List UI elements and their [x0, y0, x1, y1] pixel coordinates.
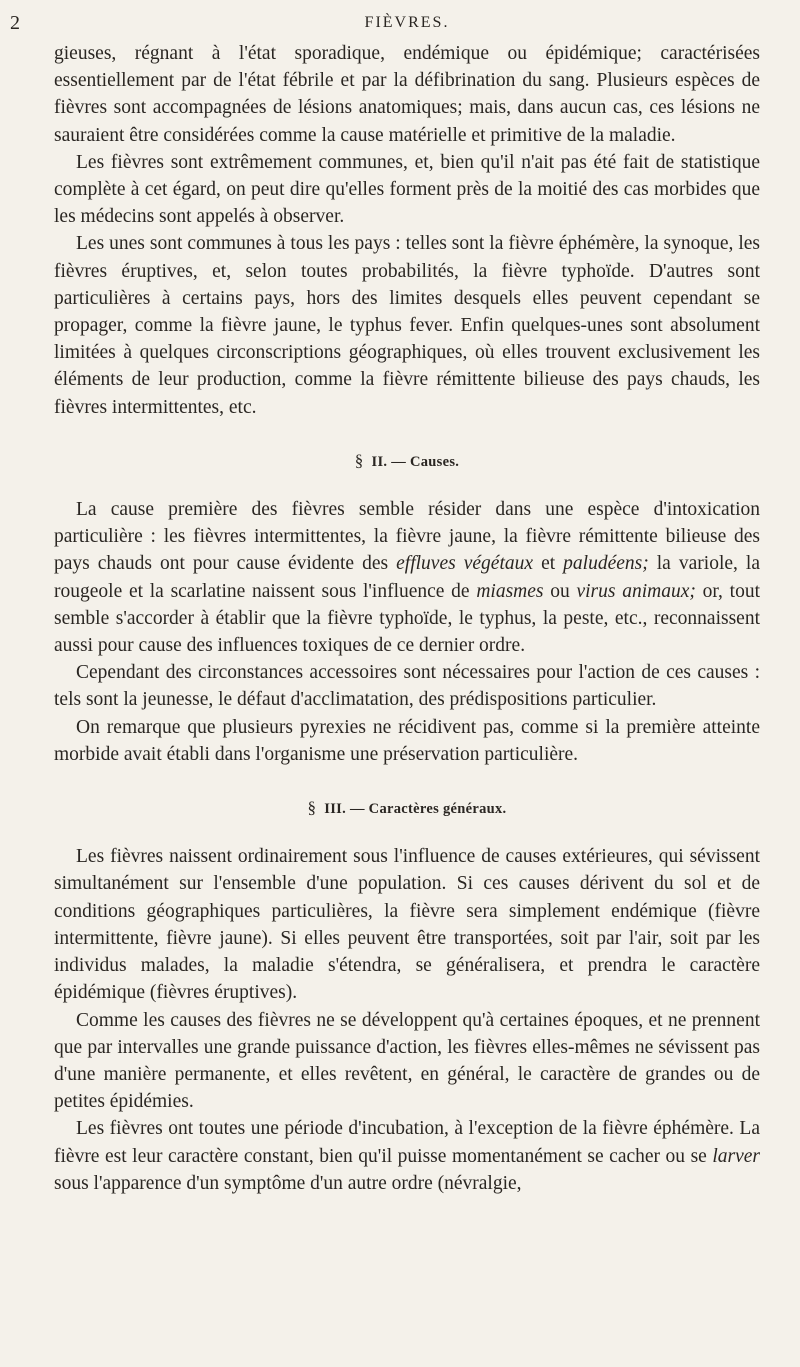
italic-term: miasmes — [476, 580, 544, 602]
intro-paragraph-2: Les fièvres sont extrêmement communes, et, bien qu'il n'ait pas été fait de statistique complète à cet égard, on peut dire qu'elles forment près de la moitié des cas morbides que les médecins sont appelés à observer. — [54, 151, 760, 228]
section-title: — Causes. — [391, 453, 460, 470]
text-run: or, tout semble s'accorder à établir que la fièvre typhoïde, le typhus, la peste, etc., reconnaissent aussi pour cause des influences toxiques de ce dernier ordre. — [54, 580, 760, 657]
text-run: la variole, la rougeole et la scarlatine naissent sous l'influence de — [54, 553, 760, 602]
section-heading-causes — [54, 447, 760, 476]
characters-paragraph-1: Les fièvres naissent ordinairement sous l'influence de causes extérieures, qui sévissent simultanément sur l'ensemble d'une population. Si ces causes dérivent du sol et de conditions géographiques particulières, la fièvre sera simplement endémique (fièvre intermittente, fièvre jaune). Si elles peuvent être transportées, soit par l'air, soit par les individus malades, la maladie s'étendra, se généralisera, et prendra le caractère épidémique (fièvres éruptives). — [54, 846, 760, 1004]
section-title: — Caractères généraux. — [349, 801, 507, 818]
running-title: FIÈVRES. — [364, 14, 450, 31]
section-symbol: § — [307, 798, 317, 818]
italic-term: larver — [712, 1145, 760, 1167]
causes-paragraph-3: On remarque que plusieurs pyrexies ne récidivent pas, comme si la première atteinte morbide avait établi dans l'organisme une préservation particulière. — [54, 716, 760, 765]
italic-term: effluves végétaux — [396, 553, 534, 575]
intro-paragraph-1: gieuses, régnant à l'état sporadique, endémique ou épidémique; caractérisées essentiellement par de l'état fébrile et par la défibrination du sang. Plusieurs espèces de fièvres sont accompagnées de lésions anatomiques; mais, dans aucun cas, ces lésions ne sauraient être considérées comme la cause matérielle et primitive de la maladie. — [54, 43, 760, 146]
characters-paragraph-3 — [54, 1115, 760, 1197]
section-heading-general-characters — [54, 794, 760, 823]
page-number: 2 — [10, 12, 20, 34]
text-run: sous l'apparence d'un symptôme d'un autre ordre (névralgie, — [54, 1172, 522, 1194]
italic-term: virus animaux; — [576, 580, 696, 602]
causes-paragraph-1 — [54, 496, 760, 659]
text-run: Les fièvres ont toutes une période d'incubation, à l'exception de la fièvre éphémère. La fièvre est leur caractère constant, bien qu'il puisse momentanément se cacher ou se — [54, 1118, 760, 1167]
text-run: ou — [543, 580, 577, 602]
page-body — [54, 40, 760, 1197]
section-number: III. — [324, 801, 347, 818]
text-run: La cause première des fièvres semble résider dans une espèce d'intoxication particulière : les fièvres intermittentes, la fièvre jaune, la fièvre rémittente bilieuse des pays chauds ont pour cause évidente des — [54, 499, 760, 575]
intro-paragraph-3: Les unes sont communes à tous les pays : telles sont la fièvre éphémère, la synoque, les fièvres éruptives, et, selon toutes probabilités, la fièvre typhoïde. D'autres sont particulières à certains pays, hors des limites desquels elles peuvent cependant se propager, comme la fièvre jaune, le typhus fever. Enfin quelques-unes sont absolument limitées à quelques circonscriptions géographiques, où elles trouvent exclusivement les éléments de leur production, comme la fièvre rémittente bilieuse des pays chauds, les fièvres intermittentes, etc. — [54, 233, 760, 418]
running-head — [10, 10, 760, 40]
characters-paragraph-2: Comme les causes des fièvres ne se développent qu'à certaines époques, et ne prennent que par intervalles une grande puissance d'action, les fièvres elles-mêmes ne sévissent pas d'une manière permanente, et elles revêtent, en général, le caractère de grandes ou de petites épidémies. — [54, 1009, 760, 1113]
italic-term: paludéens; — [563, 553, 649, 575]
section-number: II. — [371, 453, 388, 470]
text-run: et — [533, 553, 564, 575]
causes-paragraph-2: Cependant des circonstances accessoires sont nécessaires pour l'action de ces causes : tels sont la jeunesse, le défaut d'acclimatation, des prédispositions particulier. — [54, 662, 760, 711]
section-symbol: § — [354, 450, 364, 470]
